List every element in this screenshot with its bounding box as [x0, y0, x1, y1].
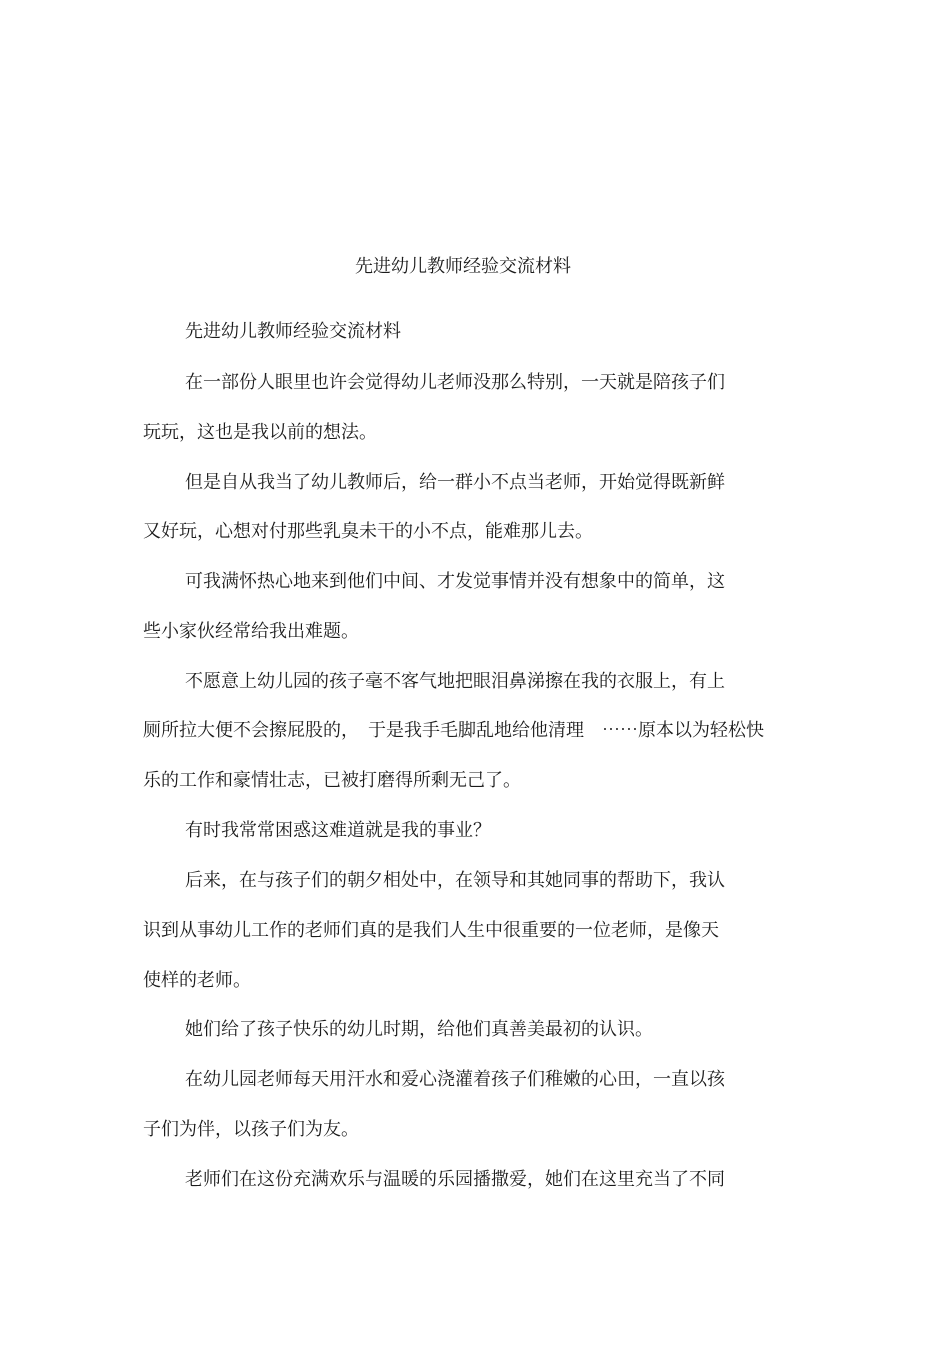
- paragraph-line: 子们为伴，以孩子们为友。: [143, 1119, 359, 1140]
- paragraph-line: 厕所拉大便不会擦屁股的， 于是我手毛脚乱地给他清理 ⋯⋯原本以为轻松快: [143, 720, 764, 741]
- paragraph-line: 老师们在这份充满欢乐与温暖的乐园播撒爱，她们在这里充当了不同: [185, 1169, 725, 1190]
- paragraph-line: 先进幼儿教师经验交流材料: [185, 321, 401, 342]
- paragraph-line: 可我满怀热心地来到他们中间、才发觉事情并没有想象中的简单，这: [185, 571, 725, 592]
- paragraph-line: 不愿意上幼儿园的孩子毫不客气地把眼泪鼻涕擦在我的衣服上，有上: [185, 671, 725, 692]
- paragraph-line: 有时我常常困惑这难道就是我的事业？: [185, 820, 491, 841]
- paragraph-line: 些小家伙经常给我出难题。: [143, 621, 359, 642]
- paragraph-line: 但是自从我当了幼儿教师后，给一群小不点当老师，开始觉得既新鲜: [185, 472, 725, 493]
- paragraph-line: 又好玩，心想对付那些乳臭未干的小不点，能难那儿去。: [143, 521, 593, 542]
- paragraph-line: 玩玩，这也是我以前的想法。: [143, 422, 377, 443]
- document-title: 先进幼儿教师经验交流材料: [355, 256, 571, 277]
- paragraph-line: 使样的老师。: [143, 970, 251, 991]
- paragraph-line: 她们给了孩子快乐的幼儿时期，给他们真善美最初的认识。: [185, 1019, 653, 1040]
- paragraph-line: 乐的工作和豪情壮志，已被打磨得所剩无己了。: [143, 770, 521, 791]
- paragraph-line: 在一部份人眼里也许会觉得幼儿老师没那么特别，一天就是陪孩子们: [185, 372, 725, 393]
- paragraph-line: 在幼儿园老师每天用汗水和爱心浇灌着孩子们稚嫩的心田，一直以孩: [185, 1069, 725, 1090]
- paragraph-line: 识到从事幼儿工作的老师们真的是我们人生中很重要的一位老师，是像天: [143, 920, 719, 941]
- paragraph-line: 后来，在与孩子们的朝夕相处中，在领导和其她同事的帮助下，我认: [185, 870, 725, 891]
